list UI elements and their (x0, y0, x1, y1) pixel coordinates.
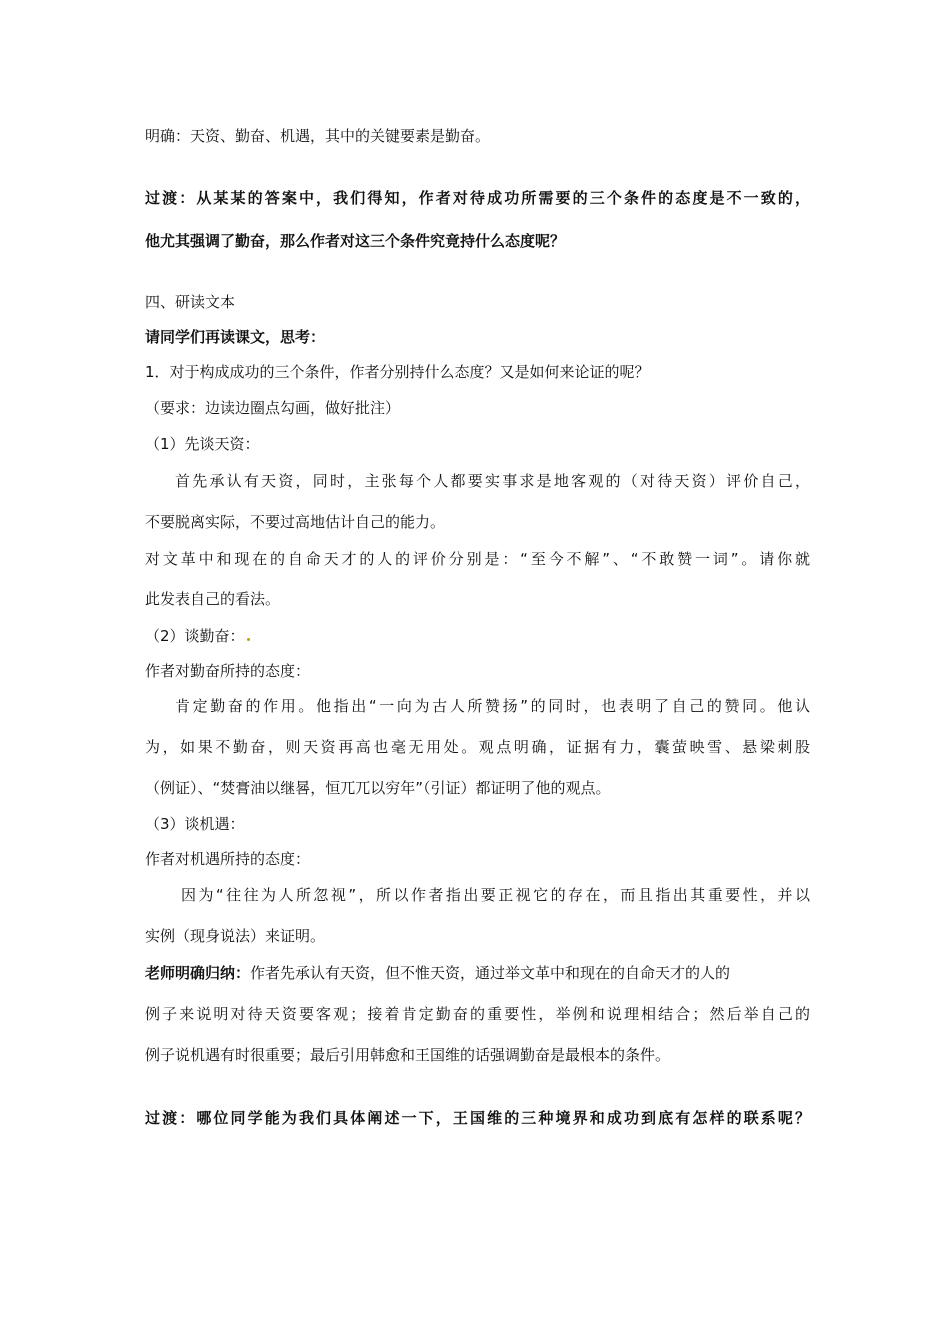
opportunity-paragraph-line-1: 因为“往往为人所忽视”，所以作者指出要正视它的存在，而且指出其重要性，并以 (181, 886, 810, 904)
teacher-summary-line-2: 例子来说明对待天资要客观；接着肯定勤奋的重要性，举例和说理相结合；然后举自己的 (145, 1005, 810, 1023)
subheading-opportunity: （3）谈机遇： (145, 815, 245, 833)
question-1: 1．对于构成成功的三个条件，作者分别持什么态度？又是如何来论证的呢？ (145, 363, 650, 381)
diligence-paragraph-line-3: （例证）、“焚膏油以继晷，恒兀兀以穷年”（引证）都证明了他的观点。 (145, 779, 611, 797)
opportunity-attitude-label: 作者对机遇所持的态度： (145, 850, 311, 868)
requirement-note: （要求：边读边圈点勾画，做好批注） (145, 399, 401, 417)
transition-line-1: 过渡：从某某的答案中，我们得知，作者对待成功所需要的三个条件的态度是不一致的， (145, 189, 810, 207)
subheading-diligence (145, 626, 810, 646)
diligence-paragraph-line-1: 肯定勤奋的作用。他指出“一向为古人所赞扬”的同时，也表明了自己的赞同。他认 (175, 697, 810, 715)
talent-question-line-1: 对文革中和现在的自命天才的人的评价分别是：“至今不解”、“不敢赞一词”。请你就 (145, 550, 810, 568)
transition-line-3: 过渡：哪位同学能为我们具体阐述一下，王国维的三种境界和成功到底有怎样的联系呢？ (145, 1109, 810, 1127)
talent-paragraph-line-2: 不要脱离实际，不要过高地估计自己的能力。 (145, 513, 446, 531)
talent-question-line-2: 此发表自己的看法。 (145, 590, 281, 608)
section-heading: 四、研读文本 (145, 293, 236, 311)
teacher-summary-label: 老师明确归纳： (145, 964, 251, 982)
transition-line-2: 他尤其强调了勤奋，那么作者对这三个条件究竟持什么态度呢？ (145, 232, 566, 250)
teacher-summary-text: 作者先承认有天资，但不惟天资，通过举文革中和现在的自命天才的人的 (250, 964, 731, 982)
diligence-attitude-label: 作者对勤奋所持的态度： (145, 662, 311, 680)
marker-dot-icon (247, 638, 250, 641)
teacher-summary-line-3: 例子说机遇有时很重要；最后引用韩愈和王国维的话强调勤奋是最根本的条件。 (145, 1046, 671, 1064)
clarify-line: 明确：天资、勤奋、机遇，其中的关键要素是勤奋。 (145, 127, 491, 145)
teacher-summary-line-1 (145, 963, 810, 983)
talent-paragraph-line-1: 首先承认有天资，同时，主张每个人都要实事求是地客观的（对待天资）评价自己， (175, 472, 810, 490)
subheading-diligence-text: （2）谈勤奋： (145, 627, 245, 645)
opportunity-paragraph-line-2: 实例（现身说法）来证明。 (145, 927, 326, 945)
diligence-paragraph-line-2: 为，如果不勤奋，则天资再高也毫无用处。观点明确，证据有力，囊萤映雪、悬梁刺股 (145, 738, 810, 756)
subheading-talent: （1）先谈天资： (145, 435, 260, 453)
instruction-line: 请同学们再读课文，思考： (145, 328, 326, 346)
